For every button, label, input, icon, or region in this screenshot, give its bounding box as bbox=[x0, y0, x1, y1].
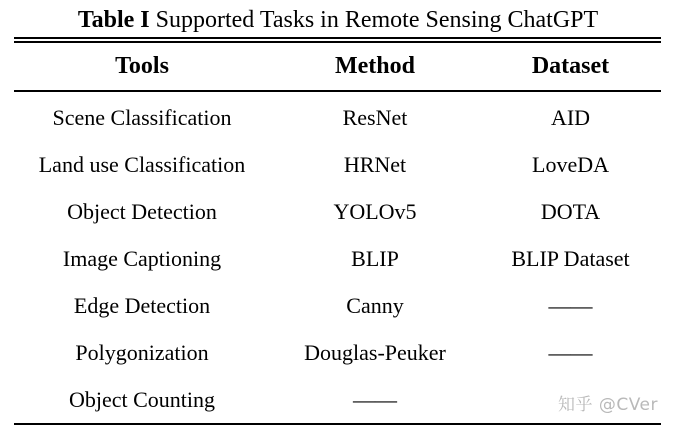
tool-cell: Polygonization bbox=[75, 339, 209, 365]
table-row bbox=[14, 141, 661, 188]
method-cell: HRNet bbox=[343, 151, 407, 177]
dataset-cell: AID bbox=[550, 104, 591, 130]
tool-cell: Edge Detection bbox=[73, 292, 211, 318]
method-cell: —— bbox=[353, 386, 397, 412]
watermark: 知乎 @CVer bbox=[557, 395, 658, 415]
dataset-cell: BLIP Dataset bbox=[511, 245, 630, 271]
table-row bbox=[14, 282, 661, 329]
header-row bbox=[14, 43, 661, 92]
method-cell: Canny bbox=[346, 292, 404, 318]
table-caption bbox=[0, 4, 676, 36]
tool-cell: Land use Classification bbox=[38, 151, 246, 177]
table-title: Supported Tasks in Remote Sensing ChatGPT bbox=[155, 7, 599, 33]
method-cell: ResNet bbox=[342, 104, 408, 130]
table-row bbox=[14, 188, 661, 235]
table-label: Table I bbox=[77, 7, 150, 33]
tool-cell: Image Captioning bbox=[62, 245, 222, 271]
dataset-cell: DOTA bbox=[540, 198, 601, 224]
dataset-cell: —— bbox=[548, 339, 593, 365]
table-row bbox=[14, 92, 661, 141]
tool-cell: Object Counting bbox=[68, 386, 216, 412]
method-cell: BLIP bbox=[351, 245, 399, 271]
tool-cell: Object Detection bbox=[67, 198, 217, 224]
bottom-rule bbox=[14, 423, 661, 425]
dataset-cell: LoveDA bbox=[532, 151, 609, 177]
method-cell: YOLOv5 bbox=[333, 198, 417, 224]
header-tools: Tools bbox=[115, 53, 169, 79]
header-dataset: Dataset bbox=[531, 53, 610, 79]
dataset-cell: —— bbox=[548, 292, 593, 318]
table-row bbox=[14, 329, 661, 376]
method-cell: Douglas-Peuker bbox=[304, 339, 446, 365]
tasks-table bbox=[14, 43, 661, 423]
top-rule-upper bbox=[14, 37, 661, 39]
tool-cell: Scene Classification bbox=[52, 104, 232, 130]
table-row bbox=[14, 235, 661, 282]
header-method: Method bbox=[335, 53, 415, 79]
